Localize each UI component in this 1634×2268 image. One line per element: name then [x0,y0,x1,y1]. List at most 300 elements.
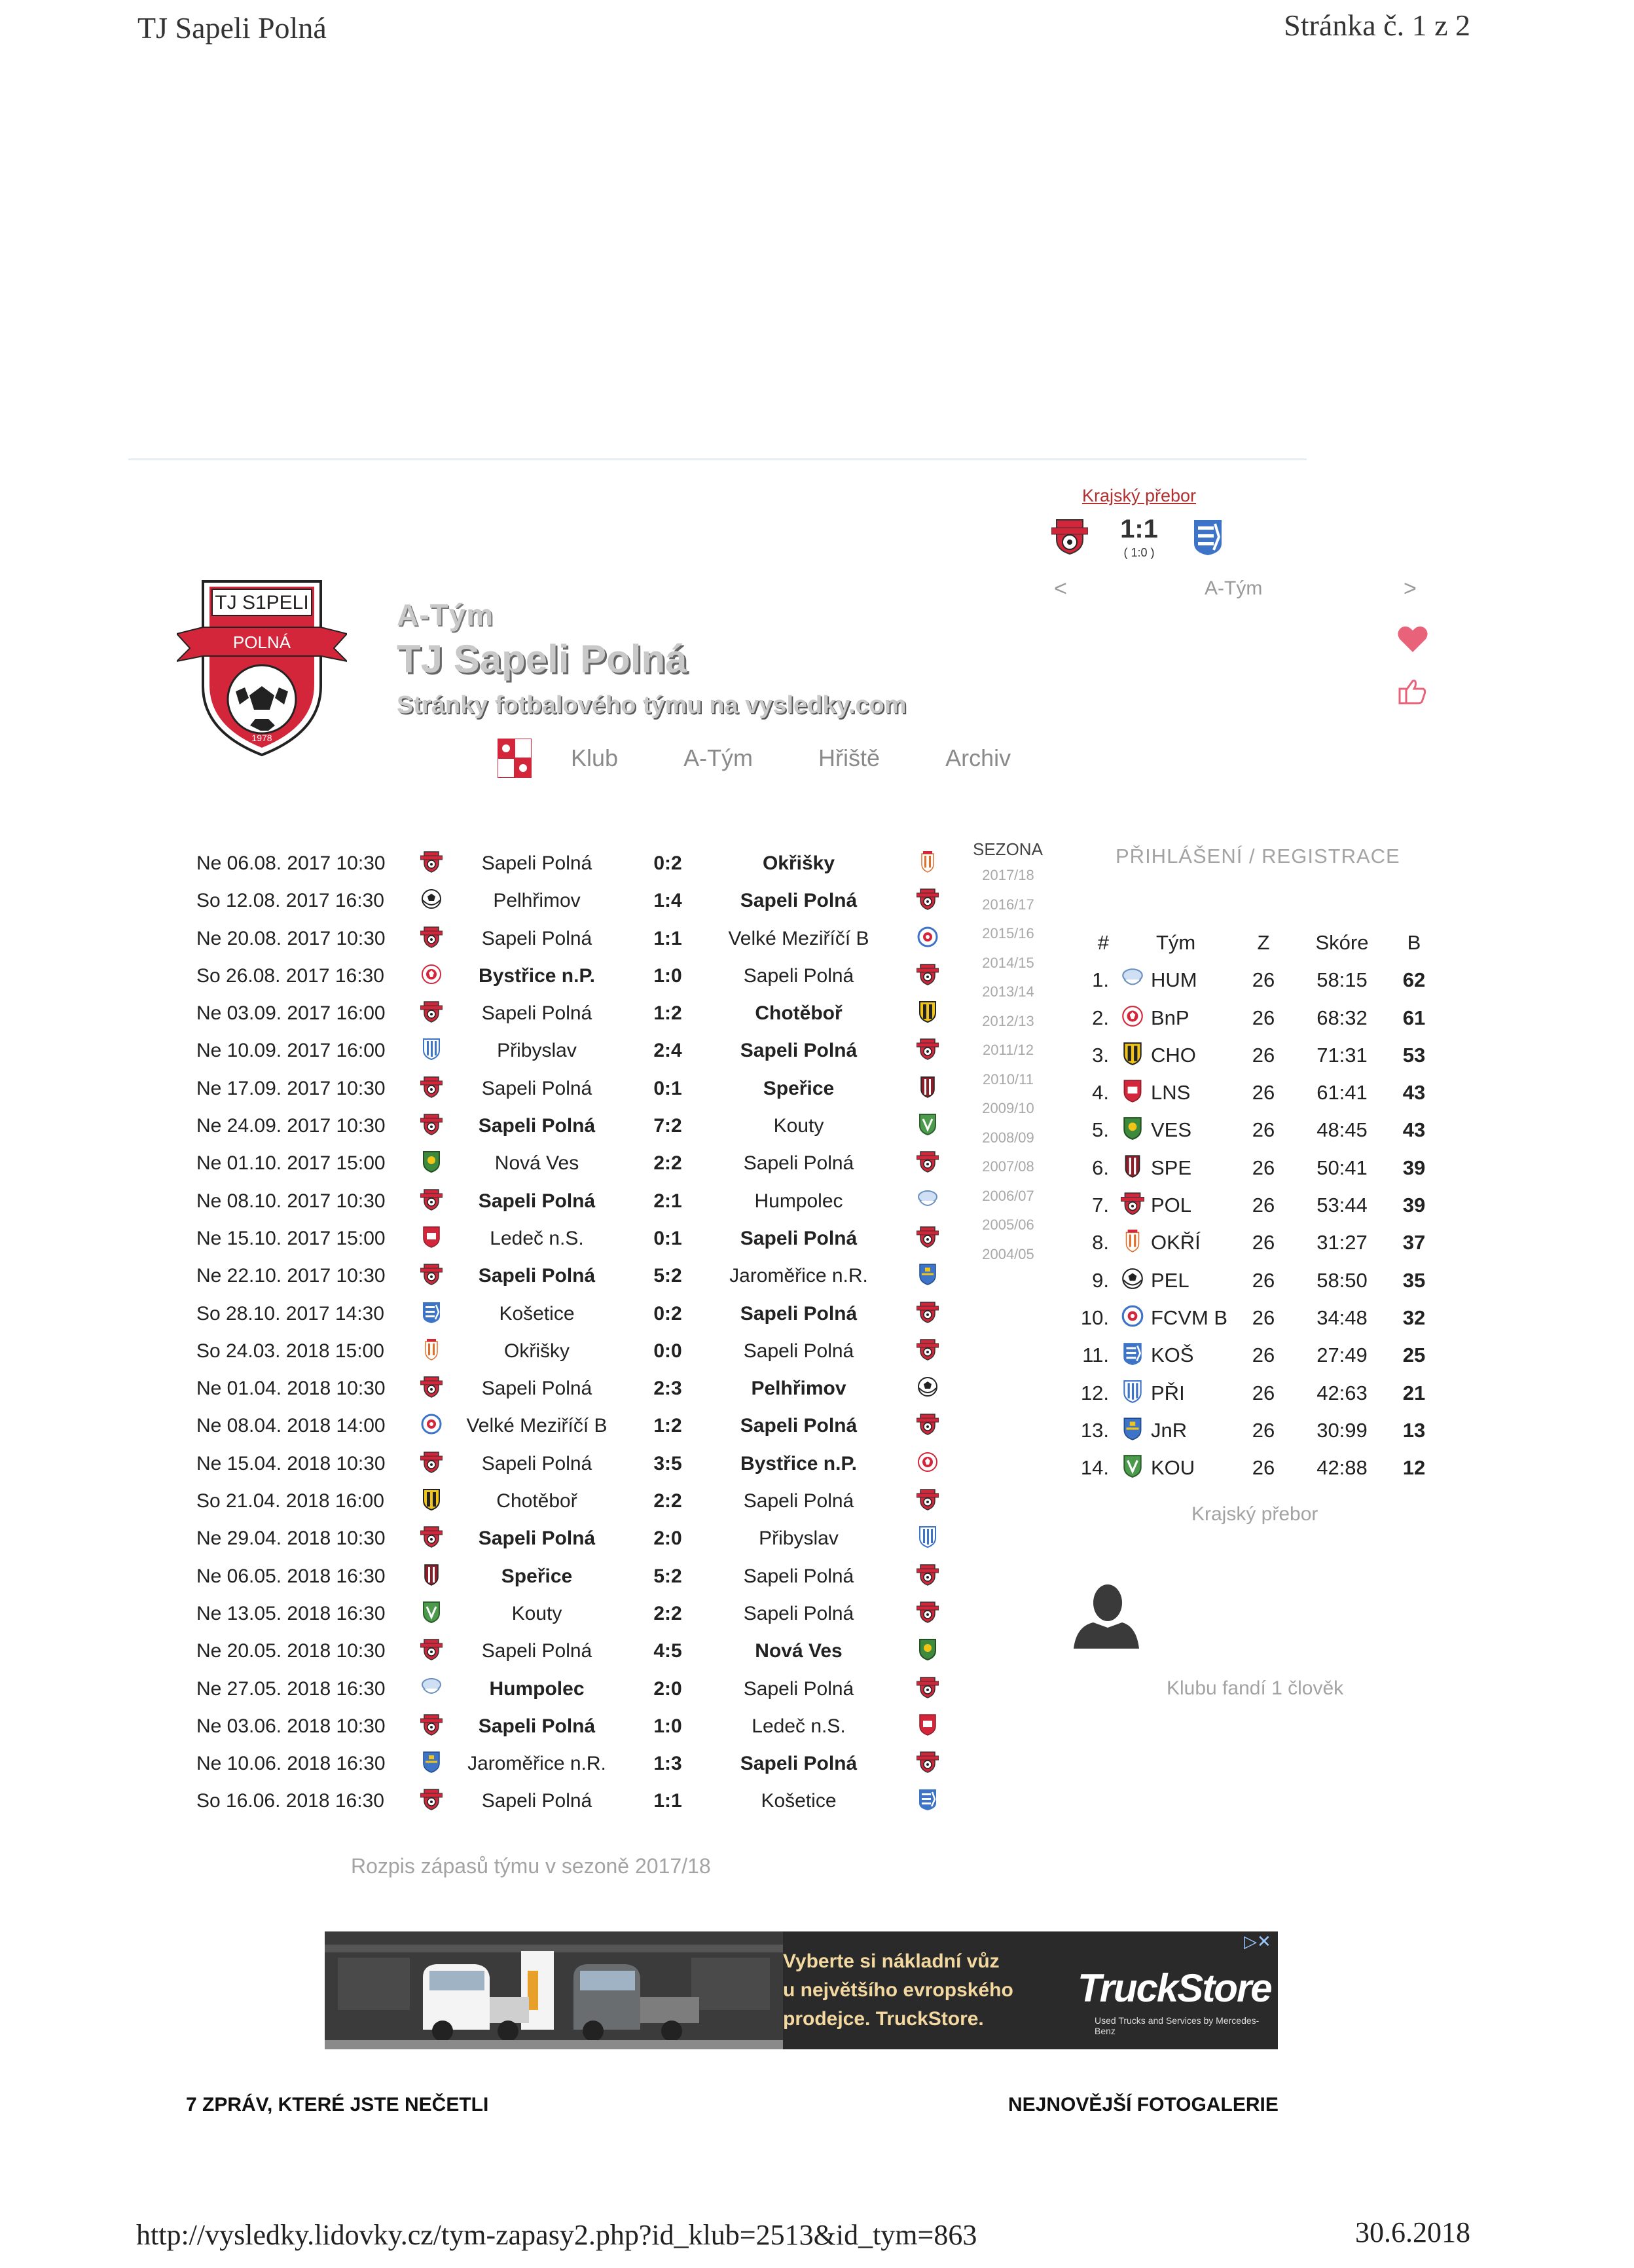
fixture-row[interactable] [196,1332,949,1370]
away-crest [917,1675,939,1699]
fixture-away-team[interactable]: Chotěboř [755,1002,843,1025]
team-crest [1121,1416,1144,1441]
fixture-date: Ne 29.04. 2018 10:30 [196,1527,386,1550]
season-item[interactable]: 2015/16 [982,925,1034,942]
ad-close-icon[interactable]: ▷✕ [1244,1931,1271,1951]
header-rank: # [1097,931,1109,954]
team-crest [1121,1154,1144,1179]
thumbs-up-icon[interactable] [1398,678,1427,704]
standing-rank: 7. [1092,1194,1109,1217]
standing-played: 26 [1252,1456,1275,1480]
home-crest [420,1000,443,1023]
standing-points: 21 [1402,1381,1426,1404]
standing-rank: 8. [1092,1231,1109,1254]
season-item[interactable]: 2013/14 [982,983,1034,1000]
home-crest [420,1637,443,1661]
fixture-row[interactable] [196,1670,949,1708]
fixture-score[interactable]: 7:2 [653,1115,682,1137]
fixture-row[interactable] [196,845,949,882]
standing-score: 48:45 [1316,1118,1368,1142]
standing-played: 26 [1252,1344,1275,1367]
fixture-home-team[interactable]: Chotěboř [496,1490,577,1512]
ad-line-3: prodejce. TruckStore. [783,2008,984,2030]
fixture-home-team[interactable]: Sapeli Polná [478,1190,596,1212]
fixture-home-team[interactable]: Sapeli Polná [478,1527,596,1550]
fixture-row[interactable] [196,1295,949,1332]
fixture-row[interactable] [196,995,949,1032]
standing-score: 42:63 [1316,1381,1368,1404]
fixture-row[interactable] [196,1070,949,1107]
last-match-score[interactable]: 1:1 [1120,515,1158,543]
fixture-away-team[interactable]: Sapeli Polná [740,890,858,912]
fixture-row[interactable] [196,1558,949,1595]
fixture-away-team[interactable]: Sapeli Polná [740,1227,858,1249]
fixture-home-team[interactable]: Sapeli Polná [481,1640,592,1662]
season-item[interactable]: 2004/05 [982,1245,1034,1262]
ad-brand-sub: Used Trucks and Services by Mercedes-Benz [1095,2015,1260,2036]
fixture-row[interactable] [196,1220,949,1257]
sapeli-crest-icon [1051,517,1088,555]
fixture-score[interactable]: 3:5 [653,1452,682,1474]
nova-ves-crest-icon [917,1637,939,1661]
fixture-home-team[interactable]: Sapeli Polná [478,1715,596,1737]
fixture-score[interactable]: 1:3 [653,1753,682,1775]
home-crest [420,1525,443,1548]
standing-team[interactable]: KOŠ [1151,1344,1194,1367]
season-item[interactable]: 2014/15 [982,954,1034,971]
standing-played: 26 [1252,1043,1275,1067]
standing-rank: 9. [1092,1268,1109,1292]
standings-row[interactable] [1074,1374,1440,1411]
sapeli-crest-icon [420,1787,443,1811]
last-match-halftime: ( 1:0 ) [1123,546,1155,559]
fixture-score[interactable]: 5:2 [653,1265,682,1287]
club-logo[interactable] [177,575,347,758]
fixture-row[interactable] [196,1257,949,1294]
away-crest [917,1600,939,1624]
fixture-away-team[interactable]: Přibyslav [759,1527,839,1550]
fixture-home-team[interactable]: Sapeli Polná [481,852,592,874]
team-crest [1121,1341,1144,1366]
fixture-row[interactable] [196,1370,949,1407]
standing-team[interactable]: LNS [1151,1081,1191,1105]
standing-team[interactable]: VES [1151,1118,1192,1142]
fcvm-crest-icon [420,1412,443,1436]
fcvm-crest-icon [917,925,939,949]
standings-row[interactable] [1074,1036,1440,1073]
nav-a-tym[interactable]: A-Tým [683,744,753,771]
logo-text: TJ S1PELI [215,592,309,613]
pribyslav-crest-icon [1121,1379,1144,1404]
away-crest [917,1262,939,1286]
chotebor-crest-icon [420,1488,443,1511]
away-crest [917,1563,939,1586]
standings-row[interactable] [1074,1148,1440,1186]
fixture-home-team[interactable]: Sapeli Polná [478,1265,596,1287]
fixture-row[interactable] [196,1032,949,1069]
fixture-row[interactable] [196,1520,949,1557]
fixture-score[interactable]: 1:1 [653,1790,682,1812]
fixture-score[interactable]: 0:1 [653,1227,682,1249]
fixture-score[interactable]: 1:0 [653,1715,682,1737]
season-item[interactable]: 2010/11 [983,1070,1034,1088]
fixture-score[interactable]: 0:1 [653,1077,682,1099]
standings-row[interactable] [1074,960,1440,998]
standing-played: 26 [1252,1118,1275,1142]
fixture-score[interactable]: 5:2 [653,1565,682,1587]
fixture-score[interactable]: 2:4 [653,1040,682,1062]
home-crest [420,1225,443,1249]
fixture-away-team[interactable]: Pelhřimov [751,1378,846,1400]
home-crest [420,1300,443,1324]
fixture-away-team[interactable]: Sapeli Polná [740,1753,858,1775]
standing-team[interactable]: FCVM B [1151,1306,1228,1329]
fixture-home-team[interactable]: Košetice [499,1302,575,1325]
print-page-number: Stránka č. 1 z 2 [1284,9,1470,42]
standings-row[interactable] [1074,1448,1440,1486]
fixture-home-team[interactable]: Kouty [511,1602,562,1624]
standing-played: 26 [1252,1194,1275,1217]
kouty-crest-icon [917,1112,939,1136]
season-item[interactable]: 2009/10 [982,1100,1034,1116]
home-crest [420,1600,443,1624]
sapeli-crest-icon [917,1412,939,1436]
fixture-away-team[interactable]: Košetice [761,1790,837,1812]
season-item[interactable]: 2011/12 [983,1042,1034,1058]
sapeli-crest-icon [917,1338,939,1361]
home-crest [420,1375,443,1399]
fixture-home-team[interactable]: Bystřice n.P. [479,964,595,987]
fixture-score[interactable]: 2:2 [653,1602,682,1624]
region-flag-icon[interactable] [498,739,532,778]
standing-score: 34:48 [1316,1306,1368,1329]
team-crest [1121,966,1144,991]
standings-row[interactable] [1074,998,1440,1036]
standing-played: 26 [1252,1081,1275,1105]
standing-team[interactable]: BnP [1151,1006,1189,1029]
kosetice-crest-icon [420,1300,443,1324]
standing-team[interactable]: PEL [1151,1268,1189,1292]
fixture-score[interactable]: 2:0 [653,1527,682,1550]
print-footer-url: http://vysledky.lidovky.cz/tym-zapasy2.php?id_klub=2513&id_tym=863 [136,2219,977,2251]
fixture-row[interactable] [196,1407,949,1444]
fixture-home-team[interactable]: Sapeli Polná [478,1115,596,1137]
fixture-date: So 28.10. 2017 14:30 [196,1302,384,1325]
nav-hriste[interactable]: Hřiště [818,744,881,771]
nav-archiv[interactable]: Archiv [945,744,1011,771]
away-crest [917,1750,939,1774]
fixture-row[interactable] [196,957,949,995]
fixture-score[interactable]: 0:2 [653,1302,682,1325]
fixture-away-team[interactable]: Humpolec [754,1190,843,1212]
humpolec-crest-icon [1121,966,1144,991]
season-item[interactable]: 2006/07 [982,1187,1034,1204]
season-item[interactable]: 2016/17 [982,896,1034,913]
humpolec-crest-icon [420,1675,443,1699]
away-crest [917,1637,939,1661]
logo-sub: POLNÁ [232,632,291,652]
sapeli-crest-icon [420,1075,443,1099]
sapeli-crest-icon [917,1750,939,1774]
sapeli-crest-icon [420,925,443,949]
previous-match-arrow[interactable]: < [1054,576,1067,601]
fixture-row[interactable] [196,1482,949,1520]
season-item[interactable]: 2005/06 [982,1216,1034,1233]
sapeli-crest-icon [420,1713,443,1736]
fixture-score[interactable]: 2:3 [653,1378,682,1400]
home-crest [420,1150,443,1173]
team-crest [1121,1116,1144,1141]
home-crest [420,1787,443,1811]
standings-row[interactable] [1074,1110,1440,1148]
standings-row[interactable] [1074,1223,1440,1260]
last-match-league-link[interactable]: Krajský přebor [1081,486,1197,505]
chotebor-crest-icon [917,1000,939,1023]
away-crest [917,1713,939,1736]
okrisky-crest-icon [917,850,939,873]
ad-truck-image [325,1931,783,2049]
fixture-score[interactable]: 1:2 [653,1415,682,1437]
team-tagline: Stránky fotbalového týmu na vysledky.com [397,691,907,719]
away-crest [917,1188,939,1211]
fixture-row[interactable] [196,1595,949,1632]
fixture-score[interactable]: 4:5 [653,1640,682,1662]
gallery-heading[interactable]: NEJNOVĚJŠÍ FOTOGALERIE [1008,2094,1279,2115]
fixture-home-team[interactable]: Velké Meziříčí B [466,1415,608,1437]
away-crest [917,1000,939,1023]
fixture-home-team[interactable]: Ledeč n.S. [490,1227,584,1249]
season-item[interactable]: 2007/08 [982,1158,1034,1175]
standing-score: 27:49 [1316,1344,1368,1367]
fixture-away-team[interactable]: Sapeli Polná [743,1152,854,1175]
fixture-date: So 12.08. 2017 16:30 [196,890,384,912]
fixture-row[interactable] [196,1708,949,1745]
standing-points: 13 [1402,1418,1426,1442]
fixture-score[interactable]: 2:2 [653,1490,682,1512]
sapeli-crest-icon [420,1637,443,1661]
fixture-row[interactable] [196,1745,949,1782]
humpolec-crest-icon [917,1188,939,1211]
fixture-away-team[interactable]: Sapeli Polná [740,1302,858,1325]
standing-played: 26 [1252,1306,1275,1329]
standing-played: 26 [1252,1231,1275,1254]
last-match-team: A-Tým [1205,577,1263,599]
sapeli-crest-icon [420,1525,443,1548]
away-crest [917,1300,939,1324]
jaromerice-crest-icon [420,1750,443,1774]
standing-team[interactable]: SPE [1151,1156,1192,1179]
fixture-score[interactable]: 2:2 [653,1152,682,1175]
standings-row[interactable] [1074,1186,1440,1223]
nav-klub[interactable]: Klub [571,744,619,771]
standing-team[interactable]: KOU [1151,1456,1195,1480]
away-crest [917,1488,939,1511]
main-nav [498,739,1076,778]
fixture-score[interactable]: 2:1 [653,1190,682,1212]
news-heading[interactable]: 7 ZPRÁV, KTERÉ JSTE NEČETLI [186,2094,489,2115]
season-list [969,867,1047,1275]
fixture-away-team[interactable]: Okřišky [762,852,835,874]
standing-points: 25 [1402,1344,1426,1367]
fixture-away-team[interactable]: Velké Meziříčí B [728,927,869,949]
standing-score: 50:41 [1316,1156,1368,1179]
pribyslav-crest-icon [420,1037,443,1061]
fixture-home-team[interactable]: Jaroměřice n.R. [467,1753,606,1775]
fixture-away-team[interactable]: Sapeli Polná [743,1677,854,1700]
fans-count: Klubu fandí 1 člověk [1167,1677,1344,1699]
standings-row[interactable] [1074,1336,1440,1373]
fixture-away-team[interactable]: Ledeč n.S. [752,1715,846,1737]
standing-team[interactable]: CHO [1151,1043,1196,1067]
fixture-home-team[interactable]: Sapeli Polná [481,927,592,949]
home-crest [420,1188,443,1211]
kosetice-crest-icon [917,1787,939,1811]
fixture-away-team[interactable]: Sapeli Polná [743,1565,854,1587]
okrisky-crest-icon [1121,1228,1144,1253]
fixture-away-team[interactable]: Sapeli Polná [740,1040,858,1062]
standing-score: 58:15 [1316,968,1368,992]
home-crest [420,887,443,911]
kosetice-crest-icon [1191,517,1224,557]
fixture-date: Ne 03.09. 2017 16:00 [196,1002,386,1025]
next-match-arrow[interactable]: > [1404,576,1417,601]
sapeli-crest-icon [420,850,443,873]
fixture-score[interactable]: 1:1 [653,927,682,949]
fixture-row[interactable] [196,1107,949,1144]
ad-text [783,1947,1071,2034]
fixture-away-team[interactable]: Sapeli Polná [743,1602,854,1624]
fixture-away-team[interactable]: Speřice [763,1077,835,1099]
standing-team[interactable]: HUM [1151,968,1197,992]
sapeli-crest-icon [917,1150,939,1173]
fixture-row[interactable] [196,920,949,957]
header-score: Skóre [1315,931,1369,954]
standing-played: 26 [1252,1156,1275,1179]
fixture-away-team[interactable]: Bystřice n.P. [740,1452,857,1474]
fixture-score[interactable]: 2:0 [653,1677,682,1700]
home-crest [420,1450,443,1474]
standings-header [1074,923,1440,960]
home-crest [420,1713,443,1736]
fixture-row[interactable] [196,1144,949,1182]
season-item[interactable]: 2012/13 [982,1012,1034,1029]
fixture-home-team[interactable]: Sapeli Polná [481,1452,592,1474]
fixture-row[interactable] [196,1782,949,1820]
fixture-home-team[interactable]: Okřišky [504,1340,570,1362]
fixture-score[interactable]: 0:2 [653,852,682,874]
standing-team[interactable]: POL [1151,1194,1192,1217]
login-register-link[interactable]: PŘIHLÁŠENÍ / REGISTRACE [1116,845,1400,868]
fixture-row[interactable] [196,1632,949,1670]
standing-played: 26 [1252,968,1275,992]
fixture-home-team[interactable]: Sapeli Polná [481,1378,592,1400]
fixture-date: Ne 01.10. 2017 15:00 [196,1152,386,1175]
fixture-date: Ne 13.05. 2018 16:30 [196,1602,386,1624]
kosetice-crest-icon [1121,1341,1144,1366]
sapeli-crest-icon [917,1675,939,1699]
standing-team[interactable]: PŘI [1151,1381,1185,1404]
team-crest [1121,1078,1144,1103]
jaromerice-crest-icon [1121,1416,1144,1441]
fixture-away-team[interactable]: Jaroměřice n.R. [729,1265,868,1287]
sapeli-crest-icon [420,1262,443,1286]
standing-team[interactable]: OKŘÍ [1151,1231,1201,1254]
standing-points: 43 [1402,1118,1426,1142]
fixture-home-team[interactable]: Sapeli Polná [481,1790,592,1812]
season-item[interactable]: 2017/18 [982,867,1034,883]
fixture-score[interactable]: 1:2 [653,1002,682,1025]
season-item[interactable]: 2008/09 [982,1129,1034,1146]
nova-ves-crest-icon [420,1150,443,1173]
fixture-score[interactable]: 1:4 [653,890,682,912]
fixture-away-team[interactable]: Sapeli Polná [743,1490,854,1512]
team-crest [1121,1041,1144,1066]
pelhrimov-crest-icon [1121,1266,1144,1291]
away-crest [917,1525,939,1548]
standing-points: 39 [1402,1156,1426,1179]
fixture-away-team[interactable]: Kouty [773,1115,824,1137]
home-crest [420,1563,443,1586]
away-crest [917,887,939,911]
fixture-row[interactable] [196,882,949,919]
fixture-home-team[interactable]: Humpolec [489,1677,585,1700]
standing-score: 53:44 [1316,1194,1368,1217]
sperice-crest-icon [420,1563,443,1586]
standings-row[interactable] [1074,1298,1440,1336]
fixture-home-team[interactable]: Sapeli Polná [481,1002,592,1025]
fixture-home-team[interactable]: Nová Ves [494,1152,579,1175]
fixture-away-team[interactable]: Sapeli Polná [740,1415,858,1437]
sapeli-crest-icon [420,1112,443,1136]
fixture-date: Ne 24.09. 2017 10:30 [196,1115,386,1137]
fixture-home-team[interactable]: Pelhřimov [493,890,581,912]
sapeli-crest-icon [917,962,939,986]
fixture-date: Ne 22.10. 2017 10:30 [196,1265,386,1287]
fixture-away-team[interactable]: Nová Ves [755,1640,843,1662]
standings-row[interactable] [1074,1073,1440,1110]
fixture-home-team[interactable]: Přibyslav [497,1040,577,1062]
fixture-score[interactable]: 0:0 [653,1340,682,1362]
bystrice-crest-icon [917,1450,939,1474]
fixture-row[interactable] [196,1445,949,1482]
fixture-date: Ne 03.06. 2018 10:30 [196,1715,386,1737]
standings-row[interactable] [1074,1261,1440,1298]
fixture-date: Ne 15.10. 2017 15:00 [196,1227,386,1249]
pribyslav-crest-icon [917,1525,939,1548]
fixture-home-team[interactable]: Sapeli Polná [481,1077,592,1099]
fixture-score[interactable]: 1:0 [653,964,682,987]
standing-team[interactable]: JnR [1151,1418,1188,1442]
fixture-home-team[interactable]: Speřice [501,1565,573,1587]
fixture-away-team[interactable]: Sapeli Polná [743,964,854,987]
home-crest [420,1262,443,1286]
fan-avatar-icon[interactable] [1074,1581,1139,1649]
truckstore-ad-banner[interactable] [325,1931,1278,2049]
standing-points: 37 [1402,1231,1426,1254]
sperice-crest-icon [917,1075,939,1099]
logo-year: 1978 [251,733,272,743]
fixture-away-team[interactable]: Sapeli Polná [743,1340,854,1362]
ledec-crest-icon [420,1225,443,1249]
standings-row[interactable] [1074,1411,1440,1448]
fixture-row[interactable] [196,1182,949,1220]
ledec-crest-icon [1121,1078,1144,1103]
home-crest [420,850,443,873]
standing-played: 26 [1252,1006,1275,1029]
team-crest [1121,1266,1144,1291]
header-team: Tým [1156,931,1196,954]
heart-icon[interactable] [1397,625,1428,653]
